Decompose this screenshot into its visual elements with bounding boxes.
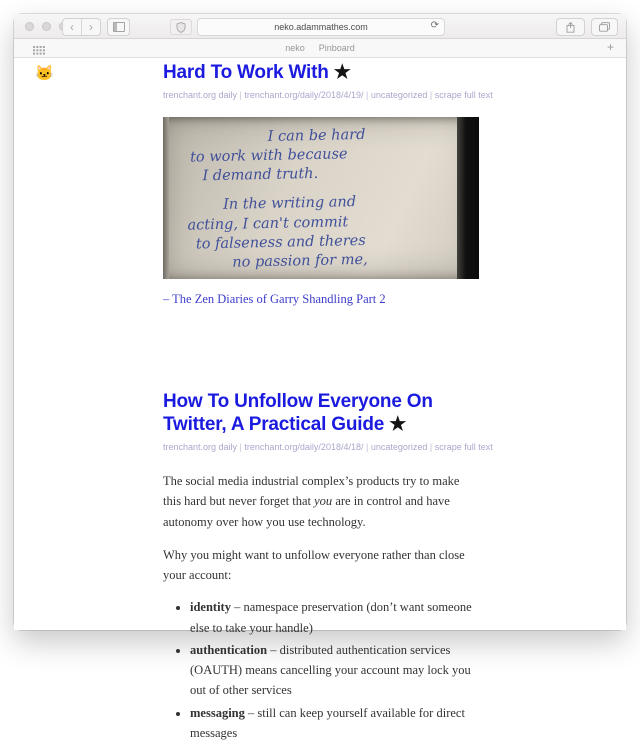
share-icon [566,22,575,33]
reasons-list [163,597,479,743]
post-title-link[interactable]: How To Unfollow Everyone On Twitter, A Practical Guide [163,391,433,435]
favorite-neko[interactable]: neko [285,43,305,53]
post-title [163,62,479,84]
list-item-identity [190,597,479,638]
meta-category-link[interactable]: | uncategorized [363,442,427,452]
tabs-overview-icon [599,22,610,32]
handwriting-line: In the writing and [222,194,357,214]
emphasis-you: you [314,494,333,509]
post-title [163,391,479,436]
handwriting-line: I demand truth. [202,166,319,185]
list-text: – still can keep yourself available for direct messages [190,705,465,740]
handwriting-line: acting, I can't commit [187,214,349,234]
paragraph-why-unfollow: Why you might want to unfollow everyone rather than close your account: [163,547,465,583]
address-bar[interactable] [197,18,445,36]
list-text: – namespace preservation (don’t want someone else to take your handle) [190,600,472,635]
star-icon: ★ [333,62,351,83]
browser-titlebar [14,14,626,39]
sidebar-icon [113,22,125,32]
meta-permalink[interactable]: | trenchant.org/daily/2018/4/19/ [237,90,363,100]
post-title-link[interactable]: Hard To Work With [163,62,334,83]
cat-emoji-logo[interactable]: 🐱 [35,65,54,82]
handwritten-note-photo[interactable] [163,117,479,279]
meta-scrape-link[interactable]: | scrape full text [427,442,492,452]
handwriting-line: to work with because [189,146,348,167]
meta-permalink[interactable]: | trenchant.org/daily/2018/4/18/ [237,442,363,452]
favorite-pinboard[interactable]: Pinboard [318,43,355,53]
nav-button-group [62,18,101,36]
favorites-bar [14,39,626,58]
post-unfollow-everyone [163,391,493,743]
meta-feed-link[interactable]: trenchant.org daily [163,442,238,453]
list-term: authentication [190,642,268,657]
add-bookmark-button[interactable]: + [606,40,614,54]
browser-window [14,14,626,740]
list-item-authentication [190,640,479,701]
back-button[interactable] [63,19,81,35]
paragraph-text: are in control and have autonomy over how you use technology. [163,494,450,529]
handwriting-line: no passion for me, [232,252,368,271]
favorites-items [14,43,626,53]
handwriting-line: to falseness and theres [195,232,366,253]
shield-icon [176,22,186,33]
paragraph-text: The social media industrial complex’s products try to make this hard but never forget that [163,474,460,509]
post-hard-to-work-with [163,62,493,307]
handwriting-line: I can be hard [267,127,366,146]
list-term: messaging [190,705,245,720]
forward-button[interactable] [81,19,100,35]
star-icon: ★ [389,413,407,435]
photo-frame-right [457,117,479,279]
share-button[interactable] [556,18,585,36]
reload-button[interactable]: ⟳ [430,20,439,31]
toolbar-right-buttons [556,18,618,36]
page-content [14,58,626,740]
meta-scrape-link[interactable]: | scrape full text [427,90,492,100]
photo-caption [163,292,479,307]
forward-icon: › [89,20,93,34]
url-text: neko.adammathes.com [274,22,368,32]
list-term: identity [190,600,231,615]
list-item-messaging [190,703,479,743]
list-text: – distributed authentication services (OAUTH) means cancelling your account may lock you out of other services [190,642,471,698]
extension-button[interactable] [170,19,192,35]
post-meta [163,442,493,453]
close-button[interactable] [25,22,34,31]
caption-link[interactable]: – The Zen Diaries of Garry Shandling Part 2 [163,292,386,307]
meta-feed-link[interactable]: trenchant.org daily [163,90,238,101]
sidebar-button[interactable] [107,18,130,36]
paragraph-social-media [163,471,479,532]
post-meta [163,90,493,101]
meta-category-link[interactable]: | uncategorized [363,90,427,100]
handwriting-text [176,125,451,275]
back-icon: ‹ [70,20,74,34]
show-tabs-button[interactable] [591,18,618,36]
minimize-button[interactable] [42,22,51,31]
photo-frame-left [163,117,169,279]
